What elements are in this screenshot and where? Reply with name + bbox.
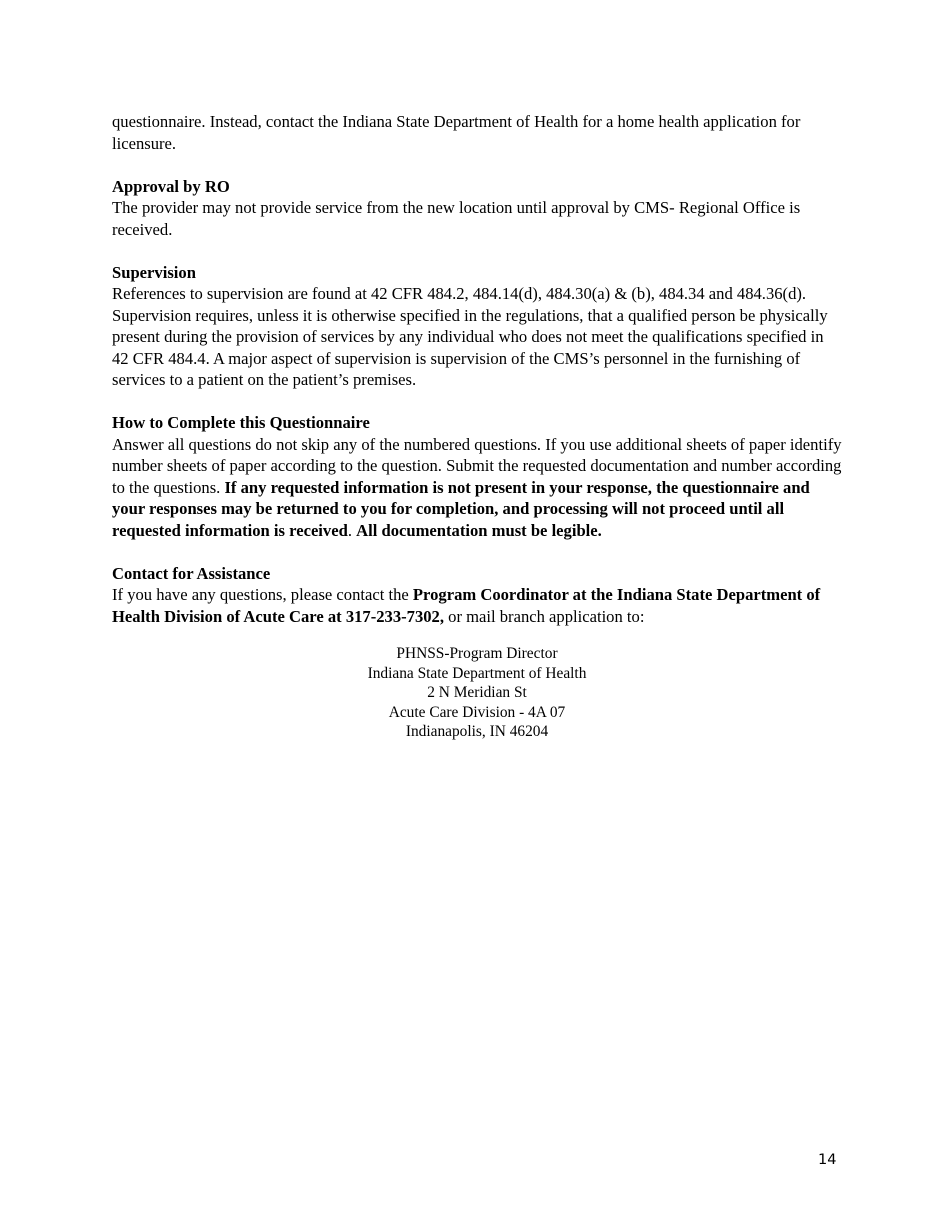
contact-text-plain-2: or mail branch application to:	[444, 606, 645, 626]
address-line: Acute Care Division - 4A 07	[388, 703, 566, 721]
howto-text-plain: Answer all questions do not skip any of the numbered questions. If you use additional sheets of paper identify number sheets of paper according to the question. Submit the requested documentation and number according to the questions.	[112, 434, 842, 497]
contact-section	[112, 563, 842, 628]
howto-paragraph	[112, 434, 842, 542]
page-number: 14	[818, 1152, 837, 1168]
supervision-heading: Supervision	[112, 262, 196, 282]
mailing-address	[112, 644, 842, 742]
contact-text-plain-1: If you have any questions, please contact the	[112, 585, 413, 604]
howto-text-bold-1: If any requested information is not present in your response, the questionnaire and your responses may be returned to you for completion, and processing will not proceed until all requested information is received	[112, 477, 810, 540]
supervision-paragraph: References to supervision are found at 42 CFR 484.2, 484.14(d), 484.30(a) & (b), 484.34 and 484.36(d). Supervision requires, unless it is otherwise specified in the regulations, that a qualified person be physically present during the provision of services by any individual who does not meet the qualifications specified in 42 CFR 484.4. A major aspect of supervision is supervision of the CMS’s personnel in the furnishing of services to a patient on the patient’s premises.	[112, 284, 828, 389]
howto-heading: How to Complete this Questionnaire	[112, 413, 370, 432]
address-line: Indiana State Department of Health	[367, 664, 587, 682]
howto-text-bold-2: All documentation must be legible.	[356, 520, 602, 540]
intro-paragraph: questionnaire. Instead, contact the Indiana State Department of Health for a home health application for licensure.	[112, 112, 801, 153]
approval-paragraph: The provider may not provide service from the new location until approval by CMS- Regional Office is received.	[112, 198, 801, 239]
contact-text-bold: Program Coordinator at the Indiana State Department of Health Division of Acute Care at 317-233-7302,	[112, 585, 821, 626]
address-line: PHNSS-Program Director	[396, 645, 558, 662]
approval-section	[112, 176, 842, 241]
howto-text-sep: .	[347, 520, 357, 540]
approval-heading: Approval by RO	[112, 176, 230, 196]
address-line: Indianapolis, IN 46204	[405, 723, 549, 741]
contact-paragraph	[112, 584, 842, 627]
contact-heading: Contact for Assistance	[112, 563, 271, 583]
address-line: 2 N Meridian St	[427, 684, 527, 702]
supervision-section	[112, 262, 842, 391]
page-content	[112, 111, 842, 742]
howto-section	[112, 412, 842, 541]
